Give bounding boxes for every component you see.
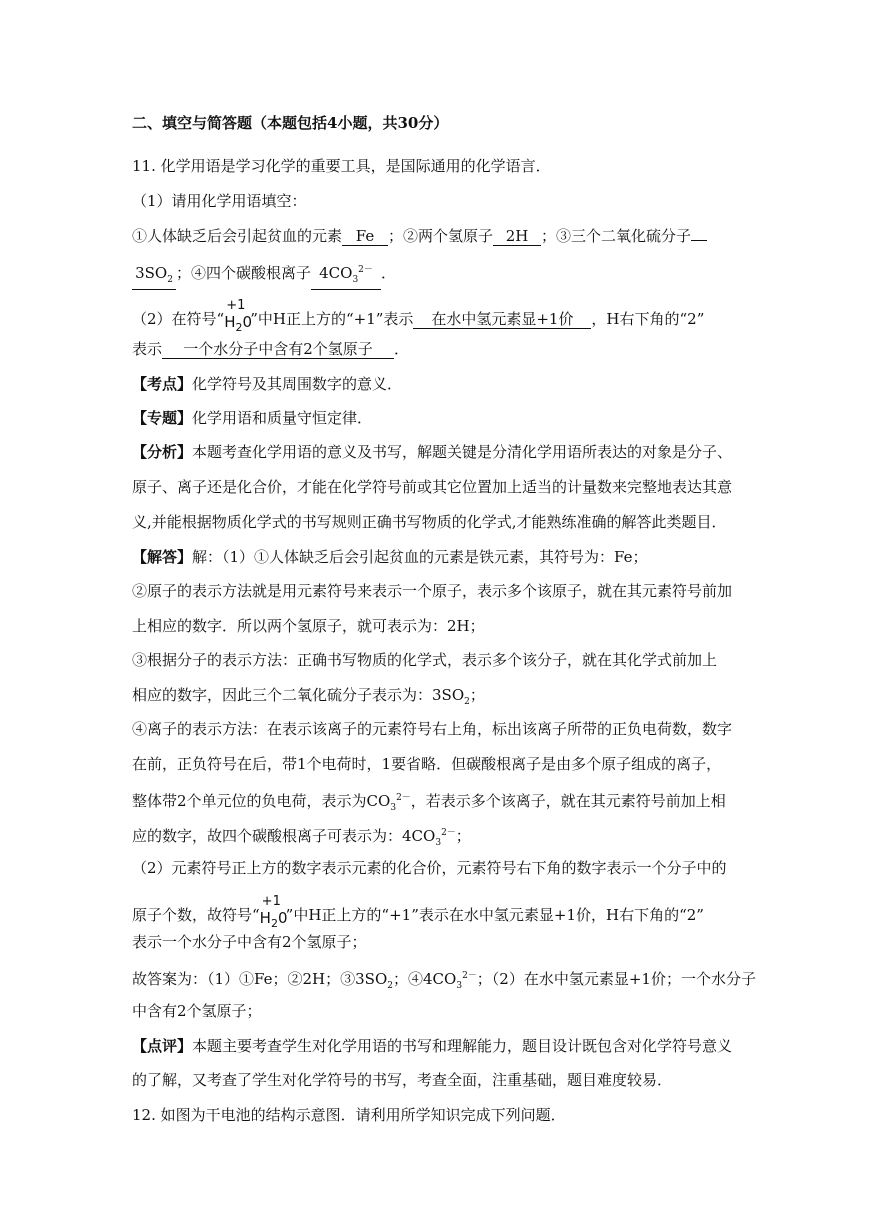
answer-2h: 2H — [493, 227, 541, 246]
prompt-text: ①人体缺乏后会引起贫血的元素 — [132, 227, 343, 245]
jieda-line-12: 表示一个水分子中含有2个氢原子； — [132, 933, 367, 951]
part-1-title: （1）请用化学用语填空： — [132, 192, 307, 210]
answer-3so2: $3SO_2$ — [132, 264, 176, 290]
prompt-text: ；②两个氢原子 — [388, 227, 494, 245]
part-2-line-1: （2）在符号“ +1 $H_20$ ”中H正上方的“+1”表示 在水中氢元素显+1价 ，H右下角的“2” — [132, 298, 705, 334]
jieda-line-6: ④离子的表示方法：在表示该离子的元素符号右上角，标出该离子所带的正负电荷数，数字 — [132, 720, 733, 738]
zhuanti: 【专题】化学用语和质量守恒定律． — [132, 409, 373, 427]
part-1-line-1 — [132, 226, 707, 246]
dianping-line-2: 的了解，又考查了学生对化学符号的书写，考查全面，注重基础，题目难度较易． — [132, 1071, 673, 1089]
jieda-line-4: ③根据分子的表示方法：正确书写物质的化学式，表示多个该分子，就在其化学式前加上 — [132, 651, 718, 669]
answer-blank-start — [691, 240, 707, 241]
jieda-line-3: 上相应的数字．所以两个氢原子，就可表示为：2H； — [132, 617, 485, 635]
jieda-line-14: 中含有2个氢原子； — [132, 1002, 262, 1020]
jieda-line-2: ②原子的表示方法就是用元素符号来表示一个原子，表示多个该原子，就在其元素符号前加 — [132, 582, 733, 600]
section-title: 二、填空与简答题（本题包括4小题，共30分） — [132, 114, 449, 132]
prompt-text: ；③三个二氧化硫分子 — [541, 227, 692, 245]
jieda-line-1: 【解答】解：（1）①人体缺乏后会引起贫血的元素是铁元素，其符号为：Fe； — [132, 548, 648, 566]
answer-4co3: $4CO_3^{2-}$ — [311, 261, 381, 290]
jieda-line-8: 整体带2个单元位的负电荷，表示为$CO_3^{2-}$，若表示多个该离子，就在其元素符号前加上相 — [132, 792, 726, 813]
jieda-line-7: 在前，正负符号在后，带1个电荷时，1要省略．但碳酸根离子是由多个原子组成的离子， — [132, 755, 722, 773]
question-11-intro: 11. 化学用语是学习化学的重要工具，是国际通用的化学语言． — [132, 157, 551, 175]
jieda-line-13: 故答案为：（1）①Fe；②2H；$③3SO_2$；$④4CO_3^{2-}$；（2）在水中氢元素显+1价；一个水分子 — [132, 970, 756, 991]
kaodian: 【考点】化学符号及其周围数字的意义． — [132, 375, 403, 393]
fenxi-line-3: 义,并能根据物质化学式的书写规则正确书写物质的化学式,才能熟练准确的解答此类题目． — [132, 513, 727, 531]
answer-fe: Fe — [342, 227, 388, 246]
jieda-line-10: （2）元素符号正上方的数字表示元素的化合价，元素符号右下角的数字表示一个分子中的 — [132, 859, 727, 877]
water-symbol: +1 $H_20$ — [259, 894, 288, 930]
part-1-line-2: $3SO_2$ ；④四个碳酸根离子 $4CO_3^{2-}$ ． — [132, 261, 396, 290]
answer-plus-1-meaning: 在水中氢元素显+1价 — [413, 310, 591, 329]
jieda-line-9: 应的数字，故四个碳酸根离子可表示为：$4CO_3^{2-}$； — [132, 827, 471, 848]
fenxi-line-2: 原子、离子还是化合价，才能在化学符号前或其它位置加上适当的计量数来完整地表达其意 — [132, 478, 733, 496]
jieda-line-11: 原子个数，故符号“ +1 $H_20$ ”中H正上方的“+1”表示在水中氢元素显+1价，H右下角的“2” — [132, 894, 704, 930]
part-2-line-2: 表示 一个水分子中含有2个氢原子 ． — [132, 340, 410, 358]
jieda-line-5: 相应的数字，因此三个二氧化硫分子表示为：$3SO_2$； — [132, 686, 485, 707]
dianping-line-1: 【点评】本题主要考查学生对化学用语的书写和理解能力，题目设计既包含对化学符号意义 — [132, 1037, 733, 1055]
water-symbol: +1 $H_20$ — [224, 298, 253, 334]
fenxi-line-1: 【分析】本题考查化学用语的意义及书写，解题关键是分清化学用语所表达的对象是分子、 — [132, 443, 733, 461]
question-12-intro: 12. 如图为干电池的结构示意图．请利用所学知识完成下列问题． — [132, 1106, 566, 1124]
prompt-text: ；④四个碳酸根离子 — [176, 264, 312, 282]
answer-subscript-2-meaning: 一个水分子中含有2个氢原子 — [162, 340, 394, 359]
